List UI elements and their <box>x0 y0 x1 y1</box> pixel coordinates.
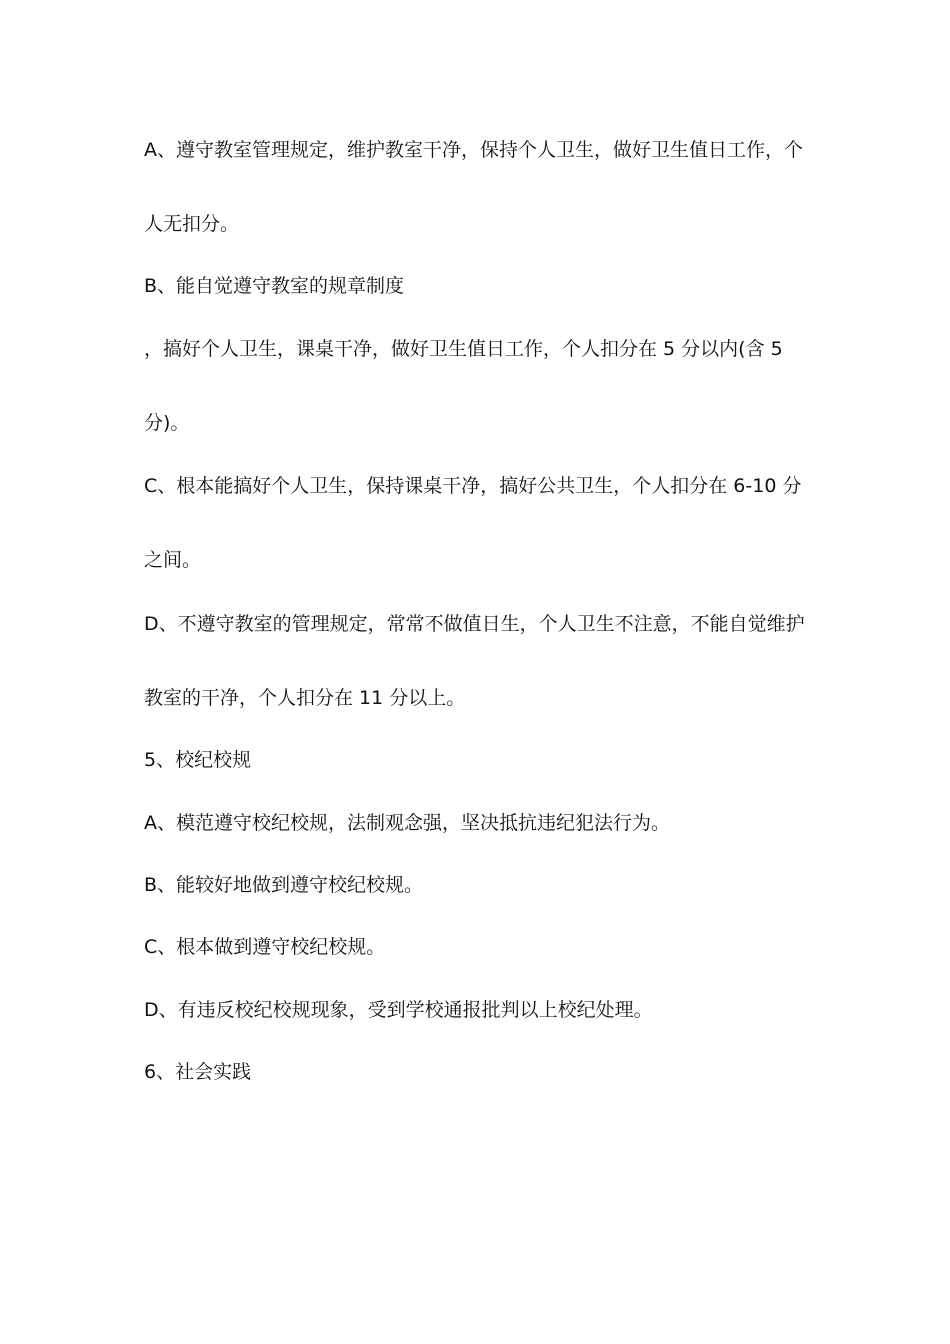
paragraph-line: A、遵守教室管理规定，维护教室干净，保持个人卫生，做好卫生值日工作，个 <box>144 139 803 161</box>
paragraph-line: ，搞好个人卫生，课桌干净，做好卫生值日工作，个人扣分在 5 分以内(含 5 <box>144 338 783 360</box>
paragraph-line: 之间。 <box>144 549 202 571</box>
paragraph-line: 分)。 <box>144 412 190 434</box>
paragraph-line: A、模范遵守校纪校规，法制观念强，坚决抵抗违纪犯法行为。 <box>144 812 670 834</box>
paragraph-line: D、有违反校纪校规现象，受到学校通报批判以上校纪处理。 <box>144 999 653 1021</box>
paragraph-line: D、不遵守教室的管理规定，常常不做值日生，个人卫生不注意，不能自觉维护 <box>144 613 805 635</box>
paragraph-line: C、根本做到遵守校纪校规。 <box>144 936 386 958</box>
paragraph-line: B、能自觉遵守教室的规章制度 <box>144 275 405 297</box>
paragraph-line: 人无扣分。 <box>144 213 240 235</box>
paragraph-line: B、能较好地做到遵守校纪校规。 <box>144 874 424 896</box>
paragraph-line: C、根本能搞好个人卫生，保持课桌干净，搞好公共卫生，个人扣分在 6-10 分 <box>144 475 802 497</box>
section-heading: 6、社会实践 <box>144 1061 252 1083</box>
section-heading: 5、校纪校规 <box>144 749 252 771</box>
paragraph-line: 教室的干净，个人扣分在 11 分以上。 <box>144 687 466 709</box>
